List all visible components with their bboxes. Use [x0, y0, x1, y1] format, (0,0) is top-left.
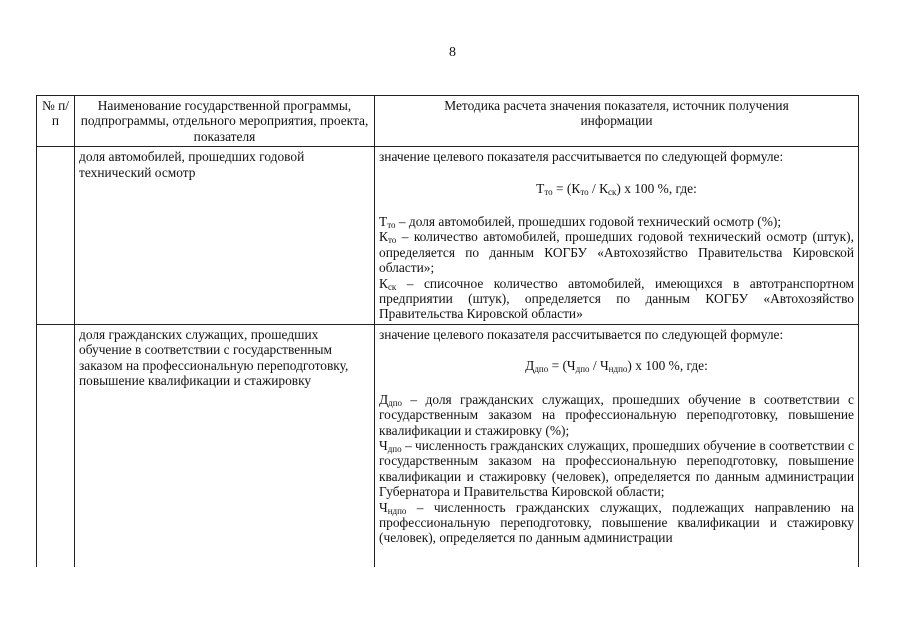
indicator-methodology-table: [36, 95, 859, 567]
formula: $Д_{дпо} = (Ч_{дпо} / Ч_{ндпо})$ х 100 %, где:: [525, 358, 708, 375]
header-number: № п/п: [37, 96, 75, 147]
definition: $Ч_{дпо}$ – численность гражданских служащих, прошедших обучение в соответствии с государственным заказом на профессиональную переподготовку, повышение квалификации и стажировку (человек), определяется по данным администрации Губернатора и Правительства Кировской области;: [379, 437, 854, 500]
definition: $Т_{то}$ – доля автомобилей, прошедших годовой технический осмотр (%);: [379, 214, 782, 231]
header-name: Наименование государственной программы, подпрограммы, отдельного мероприятия, проекта, показателя: [75, 96, 375, 147]
methodology-cell: [375, 147, 859, 325]
indicator-name: доля гражданских служащих, прошедших обучение в соответствии с государственным заказом на профессиональную переподготовку, повышение квалификации и стажировку: [75, 324, 375, 567]
header-methodology: Методика расчета значения показателя, источник получения информации: [375, 96, 859, 147]
definition: $К_{ск}$ – списочное количество автомобилей, имеющихся в автотранспортном предприятии (штук), определяется по данным КОГБУ «Автохозяйство Правительства Кировской области»: [379, 275, 854, 322]
page-number: 8: [449, 45, 456, 60]
formula-intro: значение целевого показателя рассчитывается по следующей формуле:: [379, 149, 784, 165]
definition: $Д_{дпо}$ – доля гражданских служащих, прошедших обучение в соответствии с государственным заказом на профессиональную переподготовку, повышение квалификации и стажировку (%);: [379, 391, 854, 438]
formula: $Т_{то} = (К_{то} / К_{ск})$ х 100 %, где:: [536, 180, 697, 197]
row-number: [37, 324, 75, 567]
definition: $Ч_{ндпо}$ – численность гражданских служащих, подлежащих направлению на профессиональную переподготовку, повышение квалификации и стажировку (человек), определяется по данным администрации: [379, 499, 854, 546]
table-row: [37, 147, 859, 325]
indicator-name: доля автомобилей, прошедших годовой технический осмотр: [75, 147, 375, 325]
formula-intro: значение целевого показателя рассчитывается по следующей формуле:: [379, 326, 784, 342]
methodology-cell: [375, 324, 859, 567]
table-row: [37, 324, 859, 567]
definition: $К_{то}$ – количество автомобилей, прошедших годовой технический осмотр (штук), определяется по данным КОГБУ «Автохозяйство Правительства Кировской области»;: [379, 229, 854, 276]
table-header-row: [37, 96, 859, 147]
row-number: [37, 147, 75, 325]
